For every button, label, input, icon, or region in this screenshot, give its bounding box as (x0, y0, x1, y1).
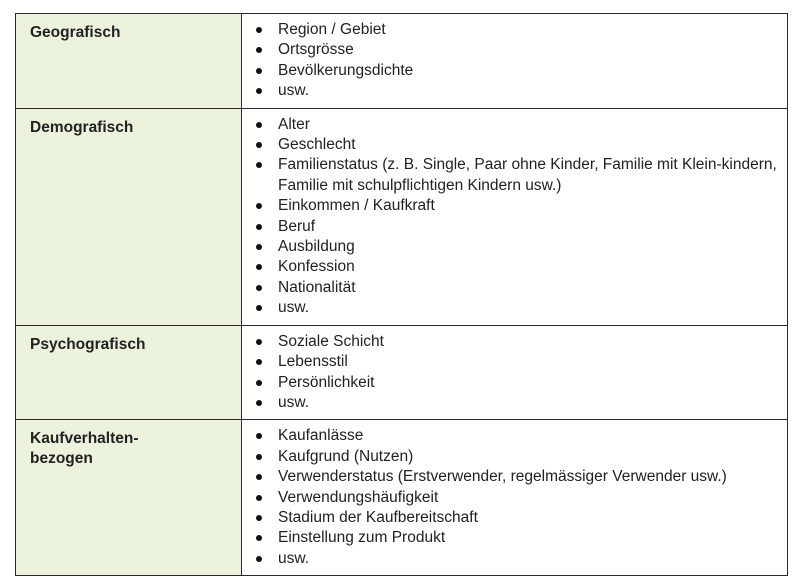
list-item: Ausbildung (254, 237, 777, 257)
list-item: Soziale Schicht (254, 332, 777, 352)
row-items (242, 14, 788, 109)
list-item: Einkommen / Kaufkraft (254, 196, 777, 216)
list-item: Verwenderstatus (Erstverwender, regelmässiger Verwender usw.) (254, 467, 777, 487)
list-item: usw. (254, 298, 777, 318)
row-label: Geografisch (16, 14, 242, 109)
list-item: Einstellung zum Produkt (254, 528, 777, 548)
list-item: Bevölkerungsdichte (254, 61, 777, 81)
list-item: Geschlecht (254, 135, 777, 155)
list-item: Nationalität (254, 278, 777, 298)
list-item: Lebensstil (254, 352, 777, 372)
table-row-kaufverhalten (16, 420, 788, 576)
row-items (242, 420, 788, 576)
bullet-list (254, 20, 777, 102)
row-label: Psychografisch (16, 325, 242, 420)
list-item: usw. (254, 549, 777, 569)
bullet-list (254, 115, 777, 319)
row-items (242, 108, 788, 325)
list-item: Persönlichkeit (254, 373, 777, 393)
list-item: usw. (254, 393, 777, 413)
row-label-line: Kaufverhalten- (30, 430, 139, 448)
list-item: Alter (254, 115, 777, 135)
segmentation-table (15, 13, 788, 576)
row-label: Demografisch (16, 108, 242, 325)
list-item: Region / Gebiet (254, 20, 777, 40)
list-item: Familienstatus (z. B. Single, Paar ohne Kinder, Familie mit Klein-kindern, Familie mit schulpflichtigen Kindern usw.) (254, 155, 777, 196)
list-item: Beruf (254, 217, 777, 237)
list-item: Kaufanlässe (254, 426, 777, 446)
table-row-geografisch (16, 14, 788, 109)
list-item: Verwendungshäufigkeit (254, 488, 777, 508)
list-item: Stadium der Kaufbereitschaft (254, 508, 777, 528)
row-items (242, 325, 788, 420)
list-item: Konfession (254, 257, 777, 277)
bullet-list (254, 332, 777, 414)
table-row-demografisch (16, 108, 788, 325)
bullet-list (254, 426, 777, 569)
list-item: usw. (254, 81, 777, 101)
row-label (16, 420, 242, 576)
row-label-line: bezogen (30, 450, 93, 468)
list-item: Ortsgrösse (254, 40, 777, 60)
list-item: Kaufgrund (Nutzen) (254, 447, 777, 467)
table-row-psychografisch (16, 325, 788, 420)
